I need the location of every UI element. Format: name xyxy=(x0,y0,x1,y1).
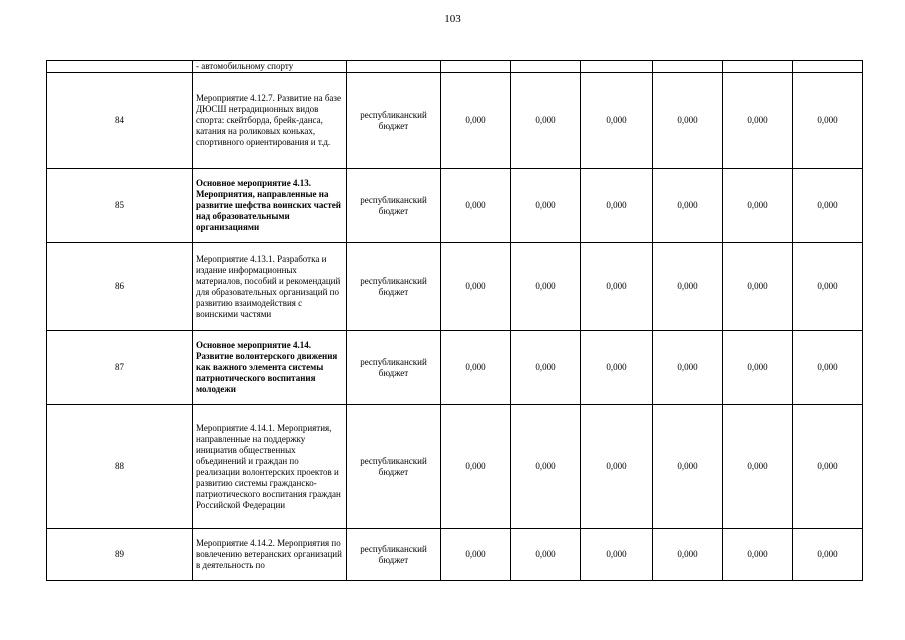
value-cell: 0,000 xyxy=(441,243,511,331)
value-cell: 0,000 xyxy=(581,331,653,405)
row-number-cell: 89 xyxy=(47,529,193,581)
value-cell xyxy=(653,61,723,73)
value-cell: 0,000 xyxy=(511,405,581,529)
event-name-cell: Основное мероприятие 4.13. Мероприятия, направленные на развитие шефства воинских частей над образовательными организациями xyxy=(193,169,347,243)
table-row xyxy=(47,243,863,331)
row-number-cell: 85 xyxy=(47,169,193,243)
value-cell: 0,000 xyxy=(723,169,793,243)
funding-source-cell: республиканский бюджет xyxy=(347,331,441,405)
table-row xyxy=(47,529,863,581)
value-cell xyxy=(511,61,581,73)
value-cell: 0,000 xyxy=(793,73,863,169)
value-cell xyxy=(723,61,793,73)
event-name-cell: Мероприятие 4.14.1. Мероприятия, направленные на поддержку инициатив общественных объединений и граждан по реализации волонтерских проектов и развитию системы гражданско-патриотического воспитания граждан Российской Федерации xyxy=(193,405,347,529)
value-cell: 0,000 xyxy=(793,331,863,405)
value-cell: 0,000 xyxy=(441,529,511,581)
value-cell: 0,000 xyxy=(581,405,653,529)
value-cell: 0,000 xyxy=(793,169,863,243)
event-name-cell: Мероприятие 4.13.1. Разработка и издание информационных материалов, пособий и рекомендаций для образовательных организаций по развитию взаимодействия с воинскими частями xyxy=(193,243,347,331)
row-number-cell: 88 xyxy=(47,405,193,529)
funding-source-cell: республиканский бюджет xyxy=(347,405,441,529)
table-row-continuation xyxy=(47,61,863,73)
value-cell: 0,000 xyxy=(581,529,653,581)
value-cell: 0,000 xyxy=(653,243,723,331)
value-cell: 0,000 xyxy=(441,405,511,529)
funding-source-cell: республиканский бюджет xyxy=(347,169,441,243)
value-cell: 0,000 xyxy=(793,405,863,529)
page-number: 103 xyxy=(444,13,461,25)
row-number-cell xyxy=(47,61,193,73)
value-cell: 0,000 xyxy=(511,331,581,405)
funding-source-cell: республиканский бюджет xyxy=(347,73,441,169)
table-row xyxy=(47,405,863,529)
value-cell: 0,000 xyxy=(581,169,653,243)
value-cell: 0,000 xyxy=(511,169,581,243)
funding-source-cell: республиканский бюджет xyxy=(347,243,441,331)
value-cell: 0,000 xyxy=(653,169,723,243)
funding-source-cell xyxy=(347,61,441,73)
value-cell: 0,000 xyxy=(723,243,793,331)
value-cell: 0,000 xyxy=(723,405,793,529)
value-cell: 0,000 xyxy=(793,529,863,581)
value-cell: 0,000 xyxy=(581,73,653,169)
value-cell: 0,000 xyxy=(441,73,511,169)
value-cell: 0,000 xyxy=(723,73,793,169)
budget-table xyxy=(46,60,863,581)
value-cell: 0,000 xyxy=(511,243,581,331)
value-cell: 0,000 xyxy=(653,405,723,529)
value-cell: 0,000 xyxy=(511,529,581,581)
row-number-cell: 84 xyxy=(47,73,193,169)
table-row xyxy=(47,331,863,405)
value-cell xyxy=(581,61,653,73)
value-cell: 0,000 xyxy=(723,529,793,581)
table-row xyxy=(47,73,863,169)
event-name-cell: Мероприятие 4.12.7. Развитие на базе ДЮСШ нетрадиционных видов спорта: скейтборда, брейк-данса, катания на роликовых коньках, спортивного ориентирования и т.д. xyxy=(193,73,347,169)
value-cell xyxy=(441,61,511,73)
event-name-cell: Основное мероприятие 4.14. Развитие волонтерского движения как важного элемента системы патриотического воспитания молодежи xyxy=(193,331,347,405)
value-cell: 0,000 xyxy=(793,243,863,331)
event-name-cell: Мероприятие 4.14.2. Мероприятия по вовлечению ветеранских организаций в деятельность по xyxy=(193,529,347,581)
value-cell: 0,000 xyxy=(581,243,653,331)
value-cell: 0,000 xyxy=(441,169,511,243)
value-cell: 0,000 xyxy=(653,529,723,581)
event-name-cell: - автомобильному спорту xyxy=(193,61,347,73)
value-cell: 0,000 xyxy=(653,73,723,169)
table-row xyxy=(47,169,863,243)
value-cell: 0,000 xyxy=(723,331,793,405)
value-cell: 0,000 xyxy=(441,331,511,405)
value-cell: 0,000 xyxy=(653,331,723,405)
value-cell xyxy=(793,61,863,73)
row-number-cell: 87 xyxy=(47,331,193,405)
row-number-cell: 86 xyxy=(47,243,193,331)
value-cell: 0,000 xyxy=(511,73,581,169)
funding-source-cell: республиканский бюджет xyxy=(347,529,441,581)
